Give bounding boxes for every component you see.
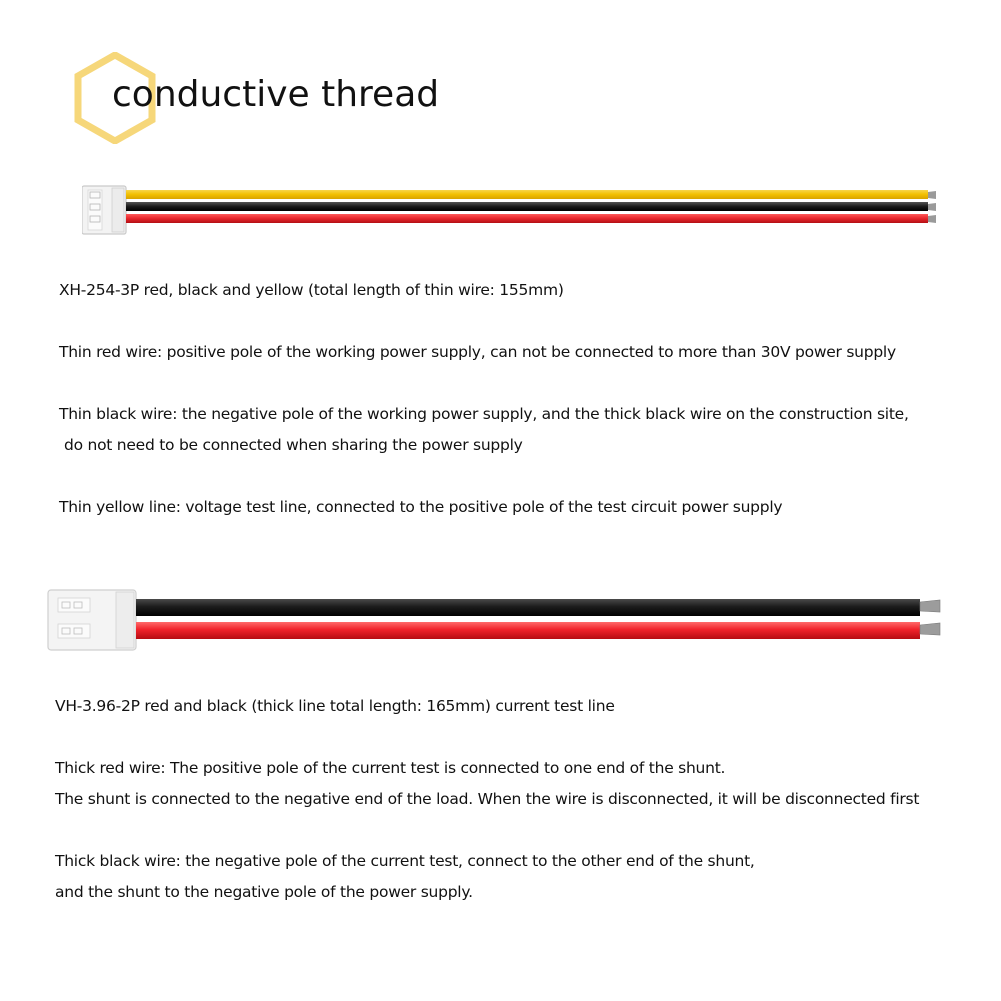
thin-red-wire-desc: Thin red wire: positive pole of the working power supply, can not be connected to more than 30V power supply — [59, 343, 896, 361]
thin-black-wire-desc-line1: Thin black wire: the negative pole of the working power supply, and the thick black wire on the construction site, — [59, 405, 909, 423]
thin-black-wire-desc-line2: do not need to be connected when sharing the power supply — [64, 436, 523, 454]
xh-3p-cable-icon — [82, 182, 942, 238]
xh-cable-title: XH-254-3P red, black and yellow (total length of thin wire: 155mm) — [59, 281, 564, 299]
thick-red-wire-desc-line2: The shunt is connected to the negative end of the load. When the wire is disconnected, it will be disconnected first — [55, 790, 920, 808]
thin-yellow-wire-desc: Thin yellow line: voltage test line, connected to the positive pole of the test circuit power supply — [59, 498, 783, 516]
thick-black-wire-desc-line2: and the shunt to the negative pole of the power supply. — [55, 883, 473, 901]
thick-black-wire-desc-line1: Thick black wire: the negative pole of the current test, connect to the other end of the shunt, — [55, 852, 755, 870]
vh-cable-title: VH-3.96-2P red and black (thick line total length: 165mm) current test line — [55, 697, 615, 715]
thick-red-wire-desc-line1: Thick red wire: The positive pole of the current test is connected to one end of the shunt. — [55, 759, 726, 777]
vh-2p-cable-icon — [46, 586, 946, 656]
page-title: conductive thread — [112, 74, 440, 115]
